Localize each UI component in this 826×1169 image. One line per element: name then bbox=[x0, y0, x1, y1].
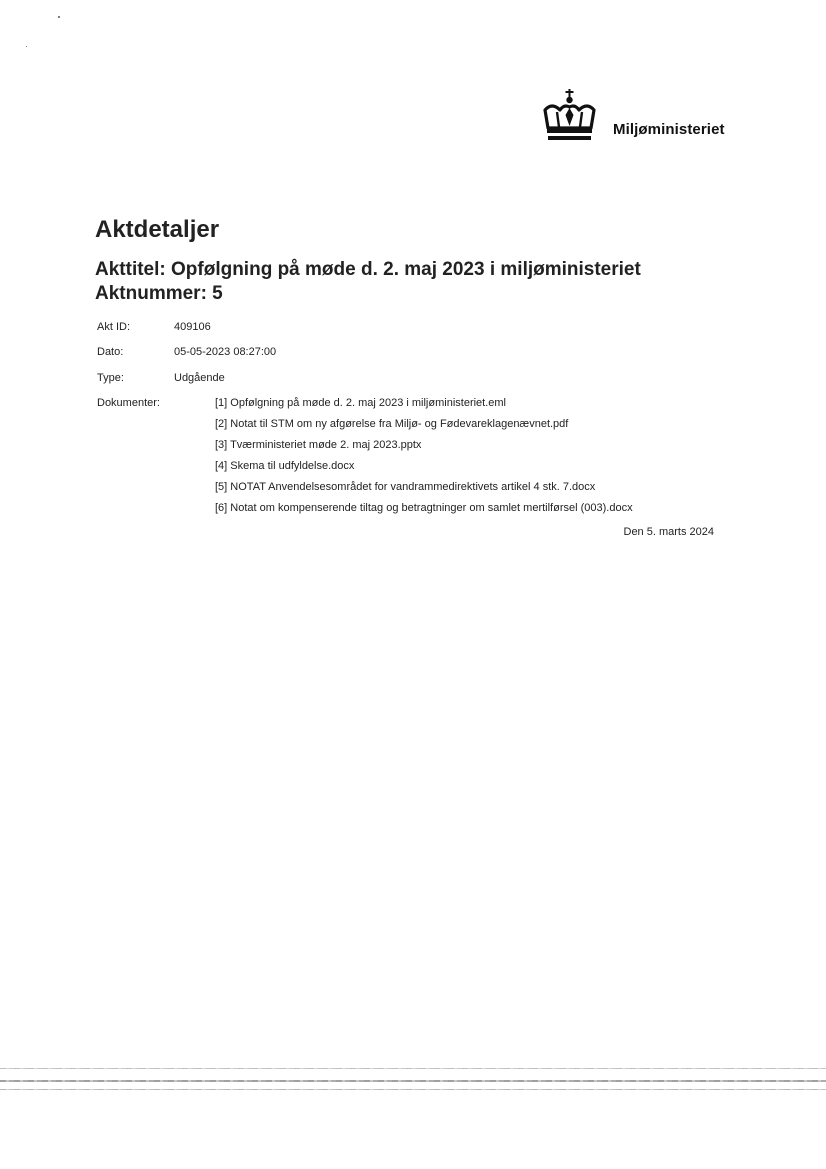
document-list bbox=[215, 397, 633, 523]
type-label: Type: bbox=[97, 372, 124, 384]
scan-line bbox=[0, 1068, 826, 1069]
akt-id-label: Akt ID: bbox=[97, 321, 131, 333]
meta-row-type bbox=[97, 372, 225, 384]
list-item: [3] Tværministeriet møde 2. maj 2023.pptx bbox=[215, 439, 422, 451]
ministry-name: Miljøministeriet bbox=[613, 121, 725, 138]
meta-row-akt-id bbox=[97, 321, 211, 333]
list-item: [6] Notat om kompenserende tiltag og betragtninger om samlet mertilførsel (003).docx bbox=[215, 502, 633, 514]
scan-line bbox=[0, 1089, 826, 1090]
list-item: [1] Opfølgning på møde d. 2. maj 2023 i miljøministeriet.eml bbox=[215, 397, 507, 409]
meta-row-dokumenter bbox=[97, 397, 174, 409]
list-item: [5] NOTAT Anvendelsesområdet for vandrammedirektivets artikel 4 stk. 7.docx bbox=[215, 481, 596, 493]
akt-title: Akttitel: Opfølgning på møde d. 2. maj 2023 i miljøministeriet bbox=[95, 259, 641, 280]
akt-id-value: 409106 bbox=[174, 321, 211, 333]
ministry-logo bbox=[540, 88, 740, 144]
scan-speck bbox=[26, 46, 27, 47]
akt-number: Aktnummer: 5 bbox=[95, 283, 223, 304]
dokumenter-label: Dokumenter: bbox=[97, 397, 160, 409]
list-item: [2] Notat til STM om ny afgørelse fra Miljø- og Fødevareklagenævnet.pdf bbox=[215, 418, 569, 430]
dato-label: Dato: bbox=[97, 346, 124, 358]
page-title: Aktdetaljer bbox=[95, 216, 220, 243]
scan-line bbox=[0, 1080, 826, 1082]
document-date: Den 5. marts 2024 bbox=[623, 526, 714, 538]
scan-speck bbox=[58, 16, 60, 18]
list-item: [4] Skema til udfyldelse.docx bbox=[215, 460, 355, 472]
dato-value: 05-05-2023 08:27:00 bbox=[174, 346, 277, 358]
meta-row-dato bbox=[97, 346, 276, 358]
type-value: Udgående bbox=[174, 372, 225, 384]
crown-icon bbox=[540, 88, 600, 144]
